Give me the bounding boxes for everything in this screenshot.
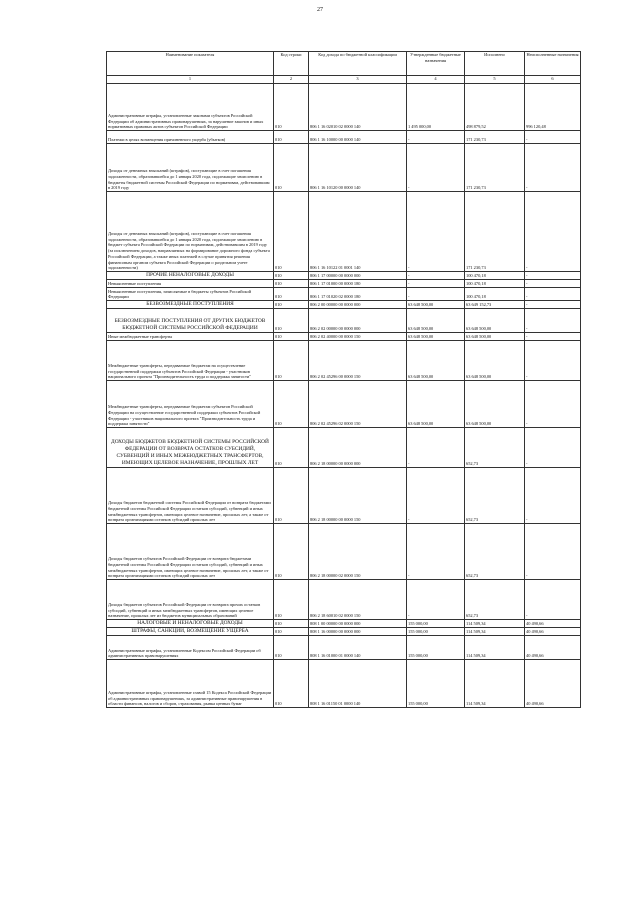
- revenue-code: 806 2 02 45296 02 0000 150: [309, 381, 407, 428]
- executed-amount: 171 230,73: [465, 144, 525, 192]
- table-row: [107, 272, 581, 280]
- executed-amount: 63 648 500,00: [465, 309, 525, 333]
- revenue-code: 806 2 00 00000 00 0000 000: [309, 301, 407, 309]
- column-number: 5: [465, 76, 525, 84]
- header-row-code: Код строки: [274, 52, 309, 76]
- approved-amount: -: [407, 428, 465, 468]
- table-row: [107, 468, 581, 524]
- unexecuted-amount: -: [525, 144, 581, 192]
- row-code: 010: [274, 468, 309, 524]
- approved-amount: -: [407, 192, 465, 272]
- row-code: 010: [274, 192, 309, 272]
- table-row: [107, 192, 581, 272]
- row-code: 010: [274, 660, 309, 708]
- executed-amount: 63 649 152,73: [465, 301, 525, 309]
- executed-amount: 63 648 500,00: [465, 333, 525, 341]
- unexecuted-amount: -: [525, 428, 581, 468]
- table-body: [107, 84, 581, 708]
- row-code: 010: [274, 309, 309, 333]
- indicator-name: Межбюджетные трансферты, передаваемые бюджетам на осуществление государственной поддержки субъектов Российской Федерации - участников национального проекта "Производительность труда и поддержка занятости": [107, 341, 274, 381]
- row-code: 010: [274, 580, 309, 620]
- unexecuted-amount: -: [525, 468, 581, 524]
- approved-amount: 63 648 500,00: [407, 309, 465, 333]
- row-code: 010: [274, 628, 309, 636]
- approved-amount: -: [407, 144, 465, 192]
- unexecuted-amount: -: [525, 381, 581, 428]
- approved-amount: 155 000,00: [407, 636, 465, 660]
- revenue-code: 806 2 18 00000 00 0000 000: [309, 428, 407, 468]
- table-row: [107, 131, 581, 144]
- indicator-name: Доходы от денежных взысканий (штрафов), поступающие в счет погашения задолженности, образовавшейся до 1 января 2020 года, подлежащие зачислению в бюджеты бюджетной системы Российской Федерации по нормативам, действовавшим в 2019 году: [107, 144, 274, 192]
- executed-amount: 63 648 500,00: [465, 381, 525, 428]
- unexecuted-amount: -: [525, 280, 581, 288]
- revenue-code: 806 1 16 10120 00 0000 140: [309, 144, 407, 192]
- unexecuted-amount: -: [525, 341, 581, 381]
- revenue-code: 806 2 18 60010 02 0000 150: [309, 580, 407, 620]
- indicator-name: Невыясненные поступления: [107, 280, 274, 288]
- approved-amount: 63 648 500,00: [407, 341, 465, 381]
- executed-amount: 100 470,18: [465, 280, 525, 288]
- row-code: 010: [274, 84, 309, 131]
- table-header-row: [107, 52, 581, 76]
- indicator-name: ПРОЧИЕ НЕНАЛОГОВЫЕ ДОХОДЫ: [107, 272, 274, 280]
- approved-amount: -: [407, 524, 465, 580]
- executed-amount: 100 470,18: [465, 272, 525, 280]
- revenue-code: 806 1 17 01020 02 0000 180: [309, 288, 407, 301]
- approved-amount: 63 648 500,00: [407, 301, 465, 309]
- header-approved: Утвержденные бюджетные назначения: [407, 52, 465, 76]
- executed-amount: 652,73: [465, 580, 525, 620]
- approved-amount: 155 000,00: [407, 620, 465, 628]
- row-code: 010: [274, 288, 309, 301]
- approved-amount: 155 000,00: [407, 660, 465, 708]
- row-code: 010: [274, 620, 309, 628]
- indicator-name: ШТРАФЫ, САНКЦИИ, ВОЗМЕЩЕНИЕ УЩЕРБА: [107, 628, 274, 636]
- indicator-name: НАЛОГОВЫЕ И НЕНАЛОГОВЫЕ ДОХОДЫ: [107, 620, 274, 628]
- column-number: 1: [107, 76, 274, 84]
- unexecuted-amount: 40 490,66: [525, 636, 581, 660]
- approved-amount: 1 495 000,00: [407, 84, 465, 131]
- row-code: 010: [274, 301, 309, 309]
- approved-amount: 63 648 500,00: [407, 333, 465, 341]
- indicator-name: Доходы бюджетов субъектов Российской Федерации от возврата прочих остатков субсидий, субвенций и иных межбюджетных трансфертов, имеющих целевое назначение, прошлых лет из бюджетов муниципальных образований: [107, 580, 274, 620]
- table-row: [107, 301, 581, 309]
- revenue-code: 806 2 18 00000 02 0000 150: [309, 524, 407, 580]
- indicator-name: Невыясненные поступления, зачисляемые в бюджеты субъектов Российской Федерации: [107, 288, 274, 301]
- header-executed: Исполнено: [465, 52, 525, 76]
- revenue-code: 808 1 16 01000 01 0000 140: [309, 636, 407, 660]
- indicator-name: Иные межбюджетные трансферты: [107, 333, 274, 341]
- revenue-code: 806 2 02 40000 00 0000 150: [309, 333, 407, 341]
- row-code: 010: [274, 524, 309, 580]
- column-number-row: [107, 76, 581, 84]
- revenue-code: 806 1 16 10122 01 0001 140: [309, 192, 407, 272]
- unexecuted-amount: -: [525, 309, 581, 333]
- indicator-name: Административные штрафы, установленные Кодексом Российской Федерации об административных правонарушениях: [107, 636, 274, 660]
- table-row: [107, 660, 581, 708]
- executed-amount: 114 509,34: [465, 628, 525, 636]
- table-row: [107, 144, 581, 192]
- executed-amount: 498 879,52: [465, 84, 525, 131]
- executed-amount: 171 230,73: [465, 131, 525, 144]
- approved-amount: -: [407, 468, 465, 524]
- indicator-name: Административные штрафы, установленные законами субъектов Российской Федерации об административных правонарушениях, за нарушение законов и иных нормативных правовых актов субъектов Российской Федерации: [107, 84, 274, 131]
- table-row: [107, 636, 581, 660]
- table-row: [107, 309, 581, 333]
- indicator-name: БЕЗВОЗМЕЗДНЫЕ ПОСТУПЛЕНИЯ ОТ ДРУГИХ БЮДЖЕТОВ БЮДЖЕТНОЙ СИСТЕМЫ РОССИЙСКОЙ ФЕДЕРАЦИИ: [107, 309, 274, 333]
- column-number: 2: [274, 76, 309, 84]
- approved-amount: -: [407, 131, 465, 144]
- unexecuted-amount: -: [525, 301, 581, 309]
- revenue-code: 808 1 16 01150 01 0000 140: [309, 660, 407, 708]
- executed-amount: 114 509,34: [465, 636, 525, 660]
- table-row: [107, 84, 581, 131]
- table-row: [107, 333, 581, 341]
- row-code: 010: [274, 333, 309, 341]
- indicator-name: Административные штрафы, установленные главой 15 Кодекса Российской Федерации об административных правонарушениях, за административные правонарушения в области финансов, налогов и сборов, страхования, рынка ценных бумаг: [107, 660, 274, 708]
- row-code: 010: [274, 428, 309, 468]
- unexecuted-amount: 996 120,48: [525, 84, 581, 131]
- unexecuted-amount: -: [525, 524, 581, 580]
- approved-amount: -: [407, 272, 465, 280]
- revenue-code: 806 1 16 10000 00 0000 140: [309, 131, 407, 144]
- table-row: [107, 580, 581, 620]
- row-code: 010: [274, 131, 309, 144]
- unexecuted-amount: 40 490,66: [525, 660, 581, 708]
- row-code: 010: [274, 341, 309, 381]
- executed-amount: 652,73: [465, 468, 525, 524]
- unexecuted-amount: -: [525, 288, 581, 301]
- revenue-code: 806 2 02 45296 00 0000 150: [309, 341, 407, 381]
- table-row: [107, 341, 581, 381]
- indicator-name: Доходы бюджетов субъектов Российской Федерации от возврата бюджетами бюджетной системы Российской Федерации остатков субсидий, субвенций и иных межбюджетных трансфертов, имеющих целевое назначение, прошлых лет, а также от возврата организациями остатков субсидий прошлых лет: [107, 524, 274, 580]
- executed-amount: 114 509,34: [465, 620, 525, 628]
- revenue-report-table: [106, 51, 581, 708]
- unexecuted-amount: -: [525, 272, 581, 280]
- table-row: [107, 628, 581, 636]
- approved-amount: -: [407, 280, 465, 288]
- executed-amount: 652,73: [465, 428, 525, 468]
- column-number: 4: [407, 76, 465, 84]
- row-code: 010: [274, 144, 309, 192]
- page-number: 27: [317, 7, 323, 13]
- unexecuted-amount: 40 490,66: [525, 620, 581, 628]
- column-number: 6: [525, 76, 581, 84]
- revenue-code: 808 1 00 00000 00 0000 000: [309, 620, 407, 628]
- table-row: [107, 381, 581, 428]
- indicator-name: Доходы бюджетов бюджетной системы Российской Федерации от возврата бюджетами бюджетной системы Российской Федерации остатков субсидий, субвенций и иных межбюджетных трансфертов, имеющих целевое назначение, прошлых лет, а также от возврата организациями остатков субсидий прошлых лет: [107, 468, 274, 524]
- header-revenue-code: Код дохода по бюджетной классификации: [309, 52, 407, 76]
- executed-amount: 114 509,34: [465, 660, 525, 708]
- executed-amount: 652,73: [465, 524, 525, 580]
- unexecuted-amount: -: [525, 333, 581, 341]
- revenue-code: 806 1 17 00000 00 0000 000: [309, 272, 407, 280]
- approved-amount: -: [407, 288, 465, 301]
- table-row: [107, 428, 581, 468]
- indicator-name: Доходы от денежных взысканий (штрафов), поступающие в счет погашения задолженности, образовавшейся до 1 января 2020 года, подлежащие зачислению в бюджет субъекта Российской Федерации по нормативам, действовавшим в 2019 году (за исключением доходов, направляемых на формирование дорожного фонда субъекта Российской Федерации, а также иных платежей в случае принятия решения финансовым органом субъекта Российской Федерации о раздельном учете задолженности): [107, 192, 274, 272]
- approved-amount: 155 000,00: [407, 628, 465, 636]
- header-unexecuted: Неисполненные назначения: [525, 52, 581, 76]
- revenue-code: 808 1 16 00000 00 0000 000: [309, 628, 407, 636]
- row-code: 010: [274, 636, 309, 660]
- indicator-name: БЕЗВОЗМЕЗДНЫЕ ПОСТУПЛЕНИЯ: [107, 301, 274, 309]
- revenue-code: 806 1 16 02010 02 0000 140: [309, 84, 407, 131]
- unexecuted-amount: -: [525, 131, 581, 144]
- executed-amount: 171 230,73: [465, 192, 525, 272]
- indicator-name: ДОХОДЫ БЮДЖЕТОВ БЮДЖЕТНОЙ СИСТЕМЫ РОССИЙСКОЙ ФЕДЕРАЦИИ ОТ ВОЗВРАТА ОСТАТКОВ СУБСИДИЙ, СУБВЕНЦИЙ И ИНЫХ МЕЖБЮДЖЕТНЫХ ТРАНСФЕРТОВ, ИМЕЮЩИХ ЦЕЛЕВОЕ НАЗНАЧЕНИЕ, ПРОШЛЫХ ЛЕТ: [107, 428, 274, 468]
- column-number: 3: [309, 76, 407, 84]
- row-code: 010: [274, 381, 309, 428]
- revenue-code: 806 1 17 01000 00 0000 180: [309, 280, 407, 288]
- executed-amount: 63 648 500,00: [465, 341, 525, 381]
- indicator-name: Платежи в целях возмещения причиненного ущерба (убытков): [107, 131, 274, 144]
- revenue-code: 806 2 18 00000 00 0000 150: [309, 468, 407, 524]
- table-row: [107, 620, 581, 628]
- table-row: [107, 524, 581, 580]
- revenue-code: 806 2 02 00000 00 0000 000: [309, 309, 407, 333]
- unexecuted-amount: -: [525, 580, 581, 620]
- unexecuted-amount: -: [525, 192, 581, 272]
- approved-amount: 63 648 500,00: [407, 381, 465, 428]
- header-indicator-name: Наименование показателя: [107, 52, 274, 76]
- executed-amount: 100 470,18: [465, 288, 525, 301]
- row-code: 010: [274, 280, 309, 288]
- indicator-name: Межбюджетные трансферты, передаваемые бюджетам субъектов Российской Федерации на осуществление государственной поддержки субъектов Российской Федерации - участников национального проекта "Производительность труда и поддержка занятости": [107, 381, 274, 428]
- unexecuted-amount: 40 490,66: [525, 628, 581, 636]
- table-row: [107, 280, 581, 288]
- row-code: 010: [274, 272, 309, 280]
- table-row: [107, 288, 581, 301]
- approved-amount: -: [407, 580, 465, 620]
